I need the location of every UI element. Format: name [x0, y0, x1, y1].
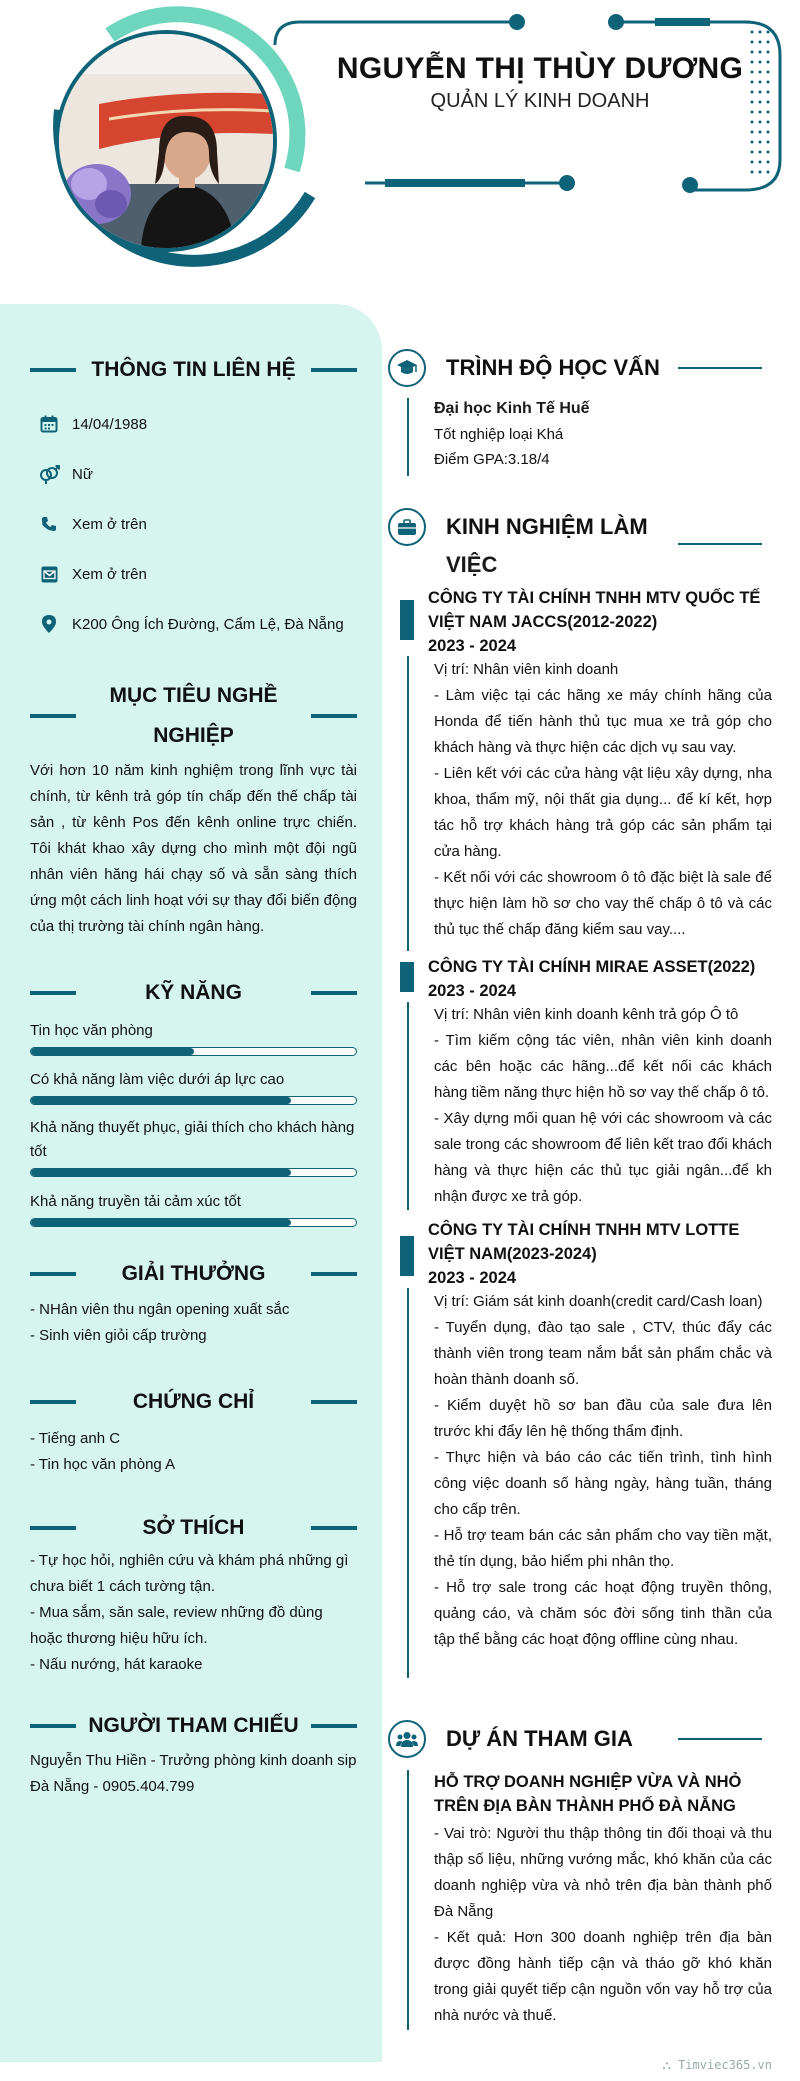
list-item: - Mua sắm, săn sale, review những đồ dùng hoặc thương hiệu hữu ích. [30, 1604, 323, 1647]
education-degree: Tốt nghiệp loại Khá [434, 426, 564, 443]
phone-value[interactable]: Xem ở trên [72, 515, 147, 533]
team-icon [388, 1720, 426, 1758]
job-marker [400, 1236, 414, 1276]
job-detail-line: - Xây dựng mối quan hệ với các showroom và các sale trong các showroom để liên kết trao đổi khách hàng và thực hiện các thủ tục giải ngân...để kh nhận được xe trả góp. [434, 1110, 772, 1205]
hobbies-list [30, 1548, 357, 1678]
gender-value: Nữ [72, 465, 93, 483]
list-item: - Nấu nướng, hát karaoke [30, 1656, 203, 1673]
job-detail-line: - Hỗ trợ sale trong các hoạt động truyền thông, quảng cáo, và chăm sóc đời sống tinh thần của tập thể bằng các hoạt động offline cùng nhau. [434, 1579, 772, 1648]
calendar-icon [38, 413, 60, 435]
job-company: CÔNG TY TÀI CHÍNH TNHH MTV QUỐC TẾ VIỆT NAM JACCS(2012-2022) 2023 - 2024 [428, 586, 773, 658]
list-item: - Tự học hỏi, nghiên cứu và khám phá những gì chưa biết 1 cách tường tận. [30, 1552, 349, 1595]
graduation-cap-icon [388, 349, 426, 387]
skill-item: Tin học văn phòng [30, 1019, 357, 1056]
project-detail-line: - Kết quả: Hơn 300 doanh nghiệp trên địa bàn được đồng hành tiếp cận và tháo gỡ khó khăn trong giải quyết tiếp cận nguồn vốn vay hỗ trợ của nhà nước và thuế. [434, 1929, 772, 2024]
job-marker [400, 600, 414, 640]
references-text: Nguyễn Thu Hiền - Trưởng phòng kinh doanh sip Đà Nẵng - 0905.404.799 [30, 1752, 357, 1795]
job-detail-line: Vị trí: Nhân viên kinh doanh kênh trả góp Ô tô [434, 1006, 739, 1023]
skill-bar [30, 1168, 357, 1177]
awards-list [30, 1297, 357, 1349]
contact-birthday [38, 413, 147, 435]
job-detail-line: - Thực hiện và báo cáo các tiến trình, tình hình công việc doanh số hàng ngày, hàng tuần, tháng cho cấp trên. [434, 1449, 772, 1518]
objective-heading: MỤC TIÊU NGHỀ NGHIỆP [30, 676, 357, 756]
projects-heading: DỰ ÁN THAM GIA [388, 1720, 633, 1758]
job-details [434, 1289, 772, 1653]
candidate-title: QUẢN LÝ KINH DOANH [430, 90, 650, 112]
hobbies-heading: SỞ THÍCH [30, 1508, 357, 1548]
skill-item: Có khả năng làm việc dưới áp lực cao [30, 1068, 357, 1105]
education-heading: TRÌNH ĐỘ HỌC VẤN [388, 349, 660, 387]
certificates-heading: CHỨNG CHỈ [30, 1382, 357, 1422]
contact-phone [38, 513, 147, 535]
skill-item: Khả năng truyền tải cảm xúc tốt [30, 1190, 357, 1227]
skills-heading: KỸ NĂNG [30, 973, 357, 1013]
contact-gender [38, 463, 93, 485]
resume-header [0, 0, 800, 300]
phone-icon [38, 513, 60, 535]
skill-bar [30, 1096, 357, 1105]
skill-bar [30, 1047, 357, 1056]
awards-heading: GIẢI THƯỞNG [30, 1254, 357, 1294]
experience-heading-line2: VIỆC [446, 552, 498, 577]
job-period: 2023 - 2024 [428, 637, 517, 655]
job-detail-line: - Tuyển dụng, đào tạo sale , CTV, thúc đẩy các thành viên trong team nắm bắt sản phẩm chắc và hoàn thành doanh số. [434, 1319, 772, 1388]
candidate-name: NGUYỄN THỊ THÙY DƯƠNG [336, 52, 744, 85]
avatar [55, 30, 277, 252]
job-detail-line: - Làm việc tại các hãng xe máy chính hãng của Honda để tiến hành thủ tục mua xe trả góp cho khách hàng và thực hiện các dịch vụ sau vay. [434, 687, 772, 756]
gender-icon [38, 463, 60, 485]
job-detail-line: - Tìm kiếm cộng tác viên, nhân viên kinh doanh các bên hoặc các hãng...để kết nối các khách hàng tiềm năng thực hiện hồ sơ vay thế chấp ô tô. [434, 1032, 772, 1101]
location-pin-icon [38, 613, 60, 635]
list-item: - Tiếng anh C [30, 1430, 121, 1447]
project-name: HỖ TRỢ DOANH NGHIỆP VỪA VÀ NHỎ TRÊN ĐỊA BÀN THÀNH PHỐ ĐÀ NẴNG [434, 1773, 742, 1815]
job-detail-line: Vị trí: Nhân viên kinh doanh [434, 661, 619, 678]
job-company: CÔNG TY TÀI CHÍNH MIRAE ASSET(2022) 2023 - 2024 [428, 955, 773, 1003]
job-period: 2023 - 2024 [428, 1269, 517, 1287]
briefcase-icon [388, 508, 426, 546]
job-detail-line: Vị trí: Giám sát kinh doanh(credit card/Cash loan) [434, 1293, 763, 1310]
certificates-list [30, 1426, 357, 1478]
job-details [434, 1002, 772, 1210]
job-details [434, 657, 772, 943]
job-detail-line: - Hỗ trợ team bán các sản phẩm cho vay tiền mặt, thẻ tín dụng, bảo hiểm phi nhân thọ. [434, 1527, 772, 1570]
job-marker [400, 962, 414, 992]
logo-icon: ⛬ [662, 2058, 679, 2072]
experience-heading: KINH NGHIỆM LÀM [388, 507, 648, 547]
email-icon [38, 563, 60, 585]
portrait-illustration [59, 34, 273, 248]
objective-text: Với hơn 10 năm kinh nghiệm trong lĩnh vực tài chính, từ kênh trả góp tín chấp đến thế chấp tài sản , từ kênh Pos đến kênh online trực chiến. Tôi khát khao xây dựng cho mình một đội ngũ nhân viên hăng hái chạy số và sẵn sàng thích ứng một cách linh hoạt với sự thay đổi biến động của thị trường tài chính ngân hàng. [30, 762, 357, 935]
project-detail-line: - Vai trò: Người thu thập thông tin đối thoại và thu thập số liệu, những vướng mắc, khó khăn của các doanh nghiệp vừa và nhỏ trên địa bàn thành phố Đà Nẵng [434, 1825, 772, 1920]
list-item: - Tin học văn phòng A [30, 1456, 176, 1473]
job-detail-line: - Kết nối với các showroom ô tô đặc biệt là sale để thực hiện làm hồ sơ cho vay thế chấp ô tô và các thủ tục thế chấp đăng kiểm sau vay.... [434, 869, 772, 938]
address-value: K200 Ông Ích Đường, Cẩm Lệ, Đà Nẵng [72, 615, 344, 633]
references-heading: NGƯỜI THAM CHIẾU [30, 1706, 357, 1746]
list-item: - Sinh viên giỏi cấp trường [30, 1327, 207, 1344]
watermark: ⛬ Timviec365.vn [662, 2058, 772, 2072]
job-detail-line: - Liên kết với các cửa hàng vật liệu xây dựng, nha khoa, thẩm mỹ, nội thất gia dụng... để kí kết, hợp tác hỗ trợ khách hàng trả góp các sản phẩm tại cửa hàng. [434, 765, 772, 860]
email-value[interactable]: Xem ở trên [72, 565, 147, 583]
skill-item: Khả năng thuyết phục, giải thích cho khách hàng tốt [30, 1116, 357, 1177]
skill-bar [30, 1218, 357, 1227]
education-school: Đại học Kinh Tế Huế [434, 400, 590, 417]
education-gpa: Điểm GPA:3.18/4 [434, 451, 550, 468]
job-period: 2023 - 2024 [428, 982, 517, 1000]
contact-address [38, 613, 344, 635]
job-detail-line: - Kiểm duyệt hồ sơ ban đầu của sale đưa lên trước khi đẩy lên hệ thống thẩm định. [434, 1397, 772, 1440]
job-company: CÔNG TY TÀI CHÍNH TNHH MTV LOTTE VIỆT NAM(2023-2024) 2023 - 2024 [428, 1218, 773, 1290]
project-details [434, 1821, 772, 2029]
contact-email [38, 563, 147, 585]
list-item: - NHân viên thu ngân opening xuất sắc [30, 1301, 290, 1318]
birthday-value: 14/04/1988 [72, 415, 148, 433]
contact-heading: THÔNG TIN LIÊN HỆ [30, 350, 357, 390]
